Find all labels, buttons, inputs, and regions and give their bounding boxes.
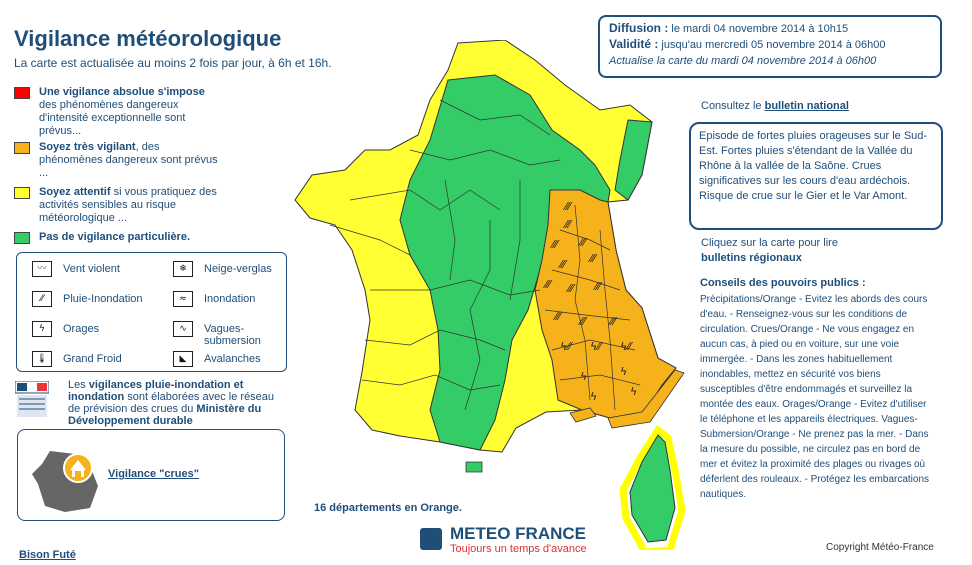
meteo-france-logo: [420, 528, 442, 550]
bison-fute-link[interactable]: Bison Futé: [19, 549, 76, 561]
diffusion-value: le mardi 04 novembre 2014 à 10h15: [668, 23, 849, 35]
bulletin-text: Episode de fortes pluies orageuses sur le Sud-Est. Fortes pluies s'étendant de la Vallée du Rhône à la vallée de la Saône. Crues significatives sur les cours d'eau ardéchois. Risque de crue sur le Gier et le Var Amont.: [699, 130, 928, 202]
svg-text:ϟ: ϟ: [630, 385, 638, 398]
ministry-text: [68, 379, 286, 427]
thermometer-icon: 🌡: [32, 351, 52, 367]
actualise-link[interactable]: Actualise la carte du mardi 04 novembre 2014 à 06h00: [609, 55, 877, 67]
page-subtitle: La carte est actualisée au moins 2 fois par jour, à 6h et 16h.: [14, 56, 332, 70]
svg-text:⁄⁄⁄: ⁄⁄⁄: [595, 280, 601, 293]
legend-green-title: Pas de vigilance particulière.: [39, 231, 191, 243]
phenomenon-label: Vent violent: [63, 263, 120, 275]
svg-text:⁄⁄⁄: ⁄⁄⁄: [545, 278, 551, 291]
green-spot-south[interactable]: [466, 462, 482, 472]
conseils-title: Conseils des pouvoirs publics :: [700, 277, 866, 289]
legend-yellow-text: si vous pratiquez des activités sensibles au risque météorologique ...: [39, 186, 217, 224]
legend-red: [14, 86, 224, 138]
map-caption: 16 départements en Orange.: [314, 502, 462, 514]
phenomenon-label: Inondation: [204, 293, 256, 305]
validite-label: Validité :: [609, 37, 659, 51]
svg-text:⁄⁄⁄: ⁄⁄⁄: [580, 315, 586, 328]
conseils-panel: [700, 276, 930, 502]
legend-orange: [14, 141, 224, 180]
crues-panel[interactable]: [17, 429, 285, 521]
phenomenon-label: Orages: [63, 323, 100, 335]
svg-text:ϟ: ϟ: [580, 370, 588, 383]
waves-icon: ∿: [173, 321, 193, 337]
flood-icon: ≈: [173, 291, 193, 307]
ministry-bold-2: Ministère du Développement durable: [68, 403, 262, 427]
svg-text:⁄⁄⁄: ⁄⁄⁄: [565, 200, 571, 213]
snow-icon: ❄: [173, 261, 193, 277]
legend-yellow: [14, 186, 224, 225]
page-title: Vigilance météorologique: [14, 26, 282, 51]
legend-orange-text: , des phénomènes dangereux sont prévus ...: [39, 141, 218, 179]
svg-text:⁄⁄⁄: ⁄⁄⁄: [590, 252, 596, 265]
phenomenon-label: Neige-verglas: [204, 263, 272, 275]
regional-bulletins-link[interactable]: bulletins régionaux: [701, 252, 802, 264]
phenomenon-label: Vagues-submersion: [204, 323, 261, 347]
svg-text:ϟ: ϟ: [620, 365, 628, 378]
regional-line: Cliquez sur la carte pour lire: [701, 237, 838, 249]
svg-text:⁄⁄⁄: ⁄⁄⁄: [555, 310, 561, 323]
svg-text:⁄⁄⁄: ⁄⁄⁄: [565, 218, 571, 231]
brand-name: METEO FRANCE: [450, 524, 586, 543]
rain-flood-icon: ⁄⁄: [32, 291, 52, 307]
regional-bulletins: [701, 236, 838, 266]
ministry-pre: Les: [68, 379, 89, 391]
avalanche-icon: ◣: [173, 351, 193, 367]
bulletin-summary: [689, 122, 943, 230]
yellow-swatch: [14, 187, 30, 199]
legend-orange-title: Soyez très vigilant: [39, 141, 136, 153]
svg-text:⁄⁄⁄: ⁄⁄⁄: [568, 282, 574, 295]
svg-text:ϟ⁄⁄: ϟ⁄⁄: [560, 340, 571, 353]
phenomenon-label: Avalanches: [204, 353, 261, 365]
diffusion-info: [598, 15, 942, 78]
svg-text:⁄⁄⁄: ⁄⁄⁄: [560, 258, 566, 271]
legend-yellow-title: Soyez attentif: [39, 186, 111, 198]
svg-text:ϟ⁄⁄: ϟ⁄⁄: [620, 340, 631, 353]
copyright: Copyright Météo-France: [826, 542, 934, 553]
green-swatch: [14, 232, 30, 244]
validite-value: jusqu'au mercredi 05 novembre 2014 à 06h00: [658, 39, 886, 51]
legend-red-text: des phénomènes dangereux d'intensité exceptionnelle sont prévus...: [39, 99, 186, 137]
legend-red-title: Une vigilance absolue s'impose: [39, 86, 205, 98]
wind-icon: 〰: [32, 261, 52, 277]
svg-text:⁄⁄⁄: ⁄⁄⁄: [610, 315, 616, 328]
legend-green: [14, 231, 224, 244]
vigilance-map[interactable]: [290, 40, 700, 550]
phenomena-legend: [16, 252, 287, 372]
phenomenon-label: Pluie-Inondation: [63, 293, 143, 305]
ministry-bold-1: vigilances pluie-inondation et inondation: [68, 379, 244, 403]
brand-tagline: Toujours un temps d'avance: [450, 543, 587, 555]
france-crues-icon: [30, 446, 110, 516]
bulletin-prefix: Consultez le: [701, 100, 765, 112]
orange-region[interactable]: [535, 190, 676, 418]
phenomenon-label: Grand Froid: [63, 353, 122, 365]
svg-text:⁄⁄⁄: ⁄⁄⁄: [580, 236, 586, 249]
bulletin-national-link[interactable]: bulletin national: [764, 100, 849, 112]
ministry-mid: sont élaborées avec le réseau de prévision des crues du: [68, 391, 275, 415]
crues-link[interactable]: Vigilance "crues": [108, 468, 199, 480]
svg-text:⁄⁄⁄: ⁄⁄⁄: [552, 238, 558, 251]
orange-swatch: [14, 142, 30, 154]
svg-text:ϟ: ϟ: [590, 390, 598, 403]
lightning-icon: ϟ: [32, 321, 52, 337]
bulletin-national: [701, 100, 849, 112]
diffusion-label: Diffusion :: [609, 21, 669, 35]
conseils-text: Précipitations/Orange - Evitez les abords des cours d'eau. - Renseignez-vous sur les conditions de circulation. Crues/Orange - Ne vous engagez en aucun cas, à pied ou en voiture, sur une voie immergée. - Dans les zones habituellement inondables, mettez en sécurité vos biens susceptibles d'être endommagés et surveillez la montée des eaux. Orages/Orange - Evitez d'utiliser le téléphone et les appareils électriques. Vagues-Submersion/Orange - Ne prenez pas la mer. - Dans la mesure du possible, ne circulez pas en bord de mer et évitez la proximité des plages ou rivages où déferlent des rouleaux. - Protégez les embarcations nautiques.: [700, 294, 930, 500]
ministry-logo: [15, 381, 49, 419]
red-swatch: [14, 87, 30, 99]
svg-text:ϟ⁄⁄: ϟ⁄⁄: [590, 340, 601, 353]
